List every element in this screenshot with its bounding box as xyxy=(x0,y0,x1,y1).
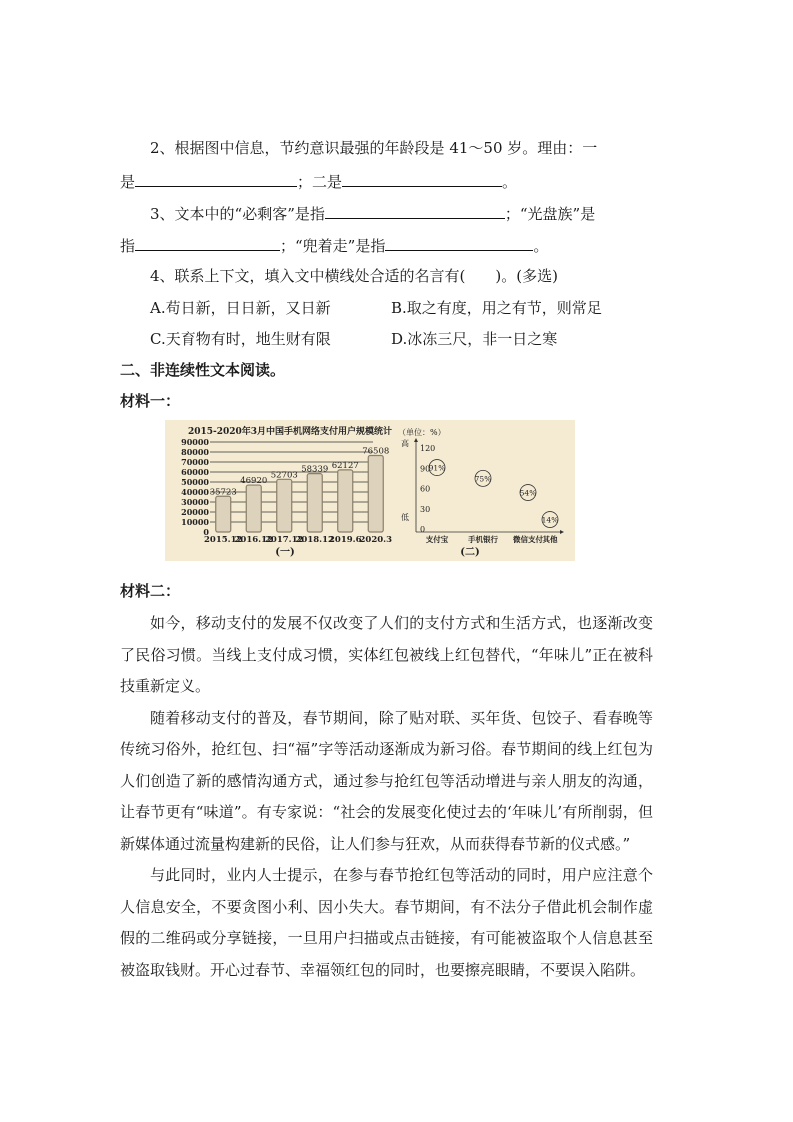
x-tick-label: 微信支付 xyxy=(513,535,543,544)
q3-answer-blank-3[interactable] xyxy=(385,234,533,251)
question-3-line-2 xyxy=(120,234,793,256)
bar xyxy=(246,485,261,532)
bar xyxy=(216,496,231,532)
question-4-options-row-2 xyxy=(150,329,793,349)
x-tick-label: 其他 xyxy=(542,535,558,544)
bar-value-label: 35723 xyxy=(209,487,237,498)
y-tick-label: 30000 xyxy=(181,497,209,507)
material-2-paragraph-2: 随着移动支付的普及，春节期间，除了贴对联、买年货、包饺子、看春晚等传统习俗外，抢红包、扫“福”字等活动逐渐成为新习俗。春节期间的线上红包为人们创造了新的感情沟通方式，通过参与抢红包等活动增进与亲人朋友的沟通，让春节更有“味道”。有专家说：“社会的发展变化使过去的‘年味儿’有所削弱，但新媒体通过流量构建新的民俗，让人们参与狂欢，从而获得春节新的仪式感。” xyxy=(120,708,653,853)
y-tick-label: 10000 xyxy=(181,517,209,527)
bar-value-label: 46920 xyxy=(240,476,268,487)
option-c[interactable]: C.天育物有时，地生财有限 xyxy=(150,330,331,348)
question-4-stem: 4、联系上下文，填入文中横线处合适的名言有( )。(多选) xyxy=(150,267,558,285)
q2-answer-blank-1[interactable] xyxy=(135,170,297,187)
material-2-paragraph-3: 与此同时，业内人士提示，在参与春节抢红包等活动的同时，用户应注意个人信息安全，不要贪图小利、因小失大。春节期间，有不法分子借此机会制作虚假的二维码或分享链接，一旦用户扫描或点击链接，有可能被盗取个人信息甚至被盗取钱财。开心过春节、幸福领红包的同时，也要擦亮眼睛，不要误入陷阱。 xyxy=(120,866,653,979)
material-2-body xyxy=(120,608,653,986)
y-tick-label: 40000 xyxy=(181,487,209,497)
q2-answer-blank-2[interactable] xyxy=(342,170,502,187)
x-tick-label: 2017.12 xyxy=(265,535,304,545)
q2-mid: ；二是 xyxy=(297,173,343,191)
material-2-label: 材料二： xyxy=(120,582,181,600)
x-tick-label: 2015.12 xyxy=(204,535,243,545)
data-point-label: 14% xyxy=(541,515,559,525)
section-2-title: 二、非连续性文本阅读。 xyxy=(120,361,286,379)
question-2-line-2 xyxy=(120,170,793,192)
bar-value-label: 52703 xyxy=(270,470,298,481)
bar-value-label: 58339 xyxy=(301,464,329,475)
q2-end: 。 xyxy=(502,173,518,191)
material-1-label: 材料一： xyxy=(120,392,181,410)
data-point-label: 91% xyxy=(428,463,446,473)
y-tick-label: 90 xyxy=(420,464,431,474)
low-label: 低 xyxy=(401,513,409,522)
q3-answer-blank-2[interactable] xyxy=(135,234,280,251)
bar-chart-user-scale xyxy=(181,425,392,558)
y-tick-label: 90000 xyxy=(181,437,209,447)
bar-value-label: 62127 xyxy=(331,460,359,471)
q3-line2-mid: ；“兜着走”是指 xyxy=(280,237,386,255)
question-3-line-1 xyxy=(150,202,793,224)
scatter-chart-payment-share xyxy=(398,427,564,558)
question-4-options-row-1 xyxy=(150,298,793,318)
bar-chart-title: 2015-2020年3月中国手机网络支付用户规模统计 xyxy=(187,427,393,437)
y-tick-label: 50000 xyxy=(181,477,209,487)
y-tick-label: 60000 xyxy=(181,467,209,477)
y-tick-label: 0 xyxy=(420,525,426,534)
bar xyxy=(338,470,353,532)
y-tick-label: 30 xyxy=(420,504,431,514)
x-tick-label: 2019.6 xyxy=(328,535,362,545)
y-tick-label: 80000 xyxy=(181,447,209,457)
y-tick-label: 70000 xyxy=(181,457,209,467)
bar xyxy=(368,455,383,532)
x-tick-label: 2020.3 xyxy=(359,535,393,545)
scatter-chart-caption: (二) xyxy=(460,547,480,558)
material-1-figure xyxy=(165,420,575,561)
q3-line2-end: 。 xyxy=(533,237,549,255)
bar xyxy=(307,474,322,532)
y-tick-label: 20000 xyxy=(181,507,209,517)
bar-value-label: 76508 xyxy=(362,446,390,457)
option-a[interactable]: A.苟日新，日日新，又日新 xyxy=(150,299,331,317)
high-label: 高 xyxy=(401,439,409,448)
data-point-label: 54% xyxy=(519,488,537,498)
y-tick-label: 0 xyxy=(203,527,209,537)
q2-prefix: 是 xyxy=(120,173,136,191)
question-2-line-1: 2、根据图中信息，节约意识最强的年龄段是 41～50 岁。理由：一 xyxy=(150,139,598,157)
y-tick-label: 120 xyxy=(420,444,436,453)
bar-chart-caption: (一) xyxy=(275,547,295,558)
q3-mid: ；“光盘族”是 xyxy=(504,205,596,223)
y-tick-label: 60 xyxy=(420,484,431,494)
x-tick-label: 手机银行 xyxy=(468,535,498,544)
option-d[interactable]: D.冰冻三尺，非一日之寒 xyxy=(391,330,558,348)
q3-prefix: 3、文本中的“必剩客”是指 xyxy=(150,205,325,223)
unit-label: （单位：%） xyxy=(398,428,446,437)
x-tick-label: 2016.12 xyxy=(234,535,273,545)
option-b[interactable]: B.取之有度，用之有节，则常足 xyxy=(391,299,602,317)
q3-line2-prefix: 指 xyxy=(120,237,136,255)
material-2-paragraph-1: 如今，移动支付的发展不仅改变了人们的支付方式和生活方式，也逐渐改变了民俗习惯。当线上支付成习惯，实体红包被线上红包替代，“年味儿”正在被科技重新定义。 xyxy=(120,614,653,695)
bar xyxy=(277,479,292,532)
x-tick-label: 支付宝 xyxy=(425,535,449,544)
x-tick-label: 2018.12 xyxy=(295,535,334,545)
data-point-label: 75% xyxy=(474,474,492,484)
q3-answer-blank-1[interactable] xyxy=(325,202,505,219)
